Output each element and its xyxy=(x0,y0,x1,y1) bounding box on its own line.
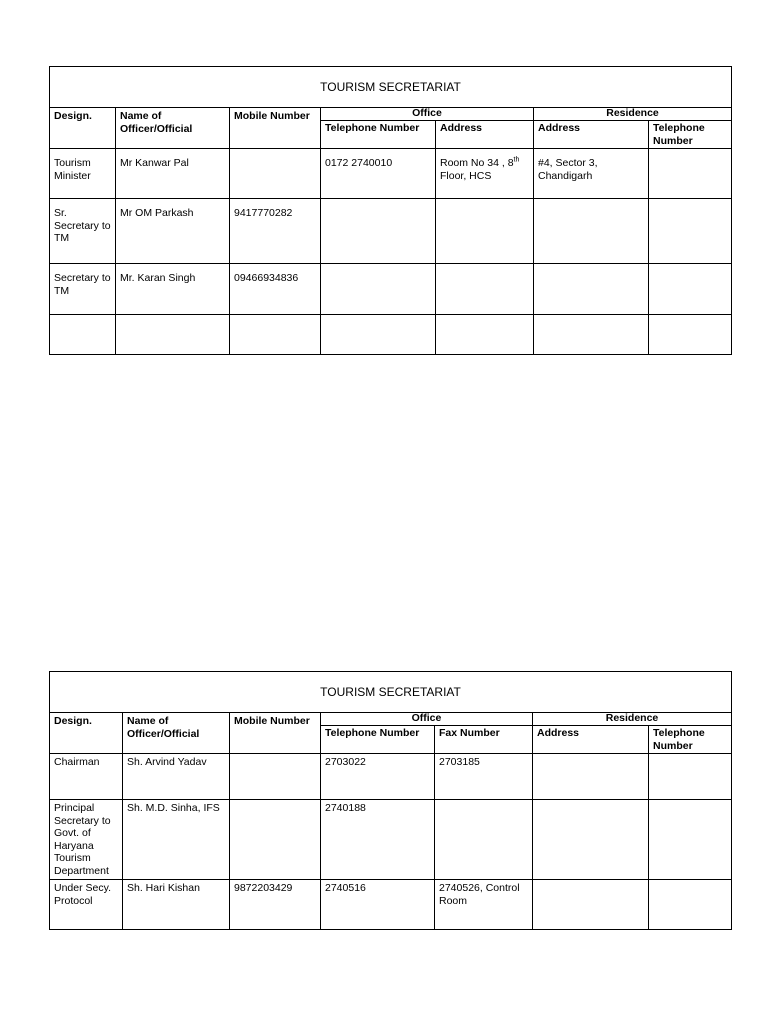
cell-residence-telephone xyxy=(649,149,732,199)
table-row xyxy=(50,149,732,199)
header-office-telephone: Telephone Number xyxy=(321,121,436,149)
cell-residence-telephone xyxy=(649,199,732,264)
header-residence: Residence xyxy=(534,108,732,121)
header-residence: Residence xyxy=(533,713,732,726)
cell-office-telephone: 2740516 xyxy=(321,880,435,930)
cell-name: Sh. M.D. Sinha, IFS xyxy=(123,800,230,880)
cell-mobile xyxy=(230,800,321,880)
header-residence-address: Address xyxy=(534,121,649,149)
table-row xyxy=(50,315,732,355)
cell-name: Mr. Karan Singh xyxy=(116,264,230,315)
table-title: TOURISM SECRETARIAT xyxy=(50,672,732,713)
cell-office-fax xyxy=(435,800,533,880)
cell-residence-telephone xyxy=(649,315,732,355)
header-office-address: Address xyxy=(436,121,534,149)
header-office: Office xyxy=(321,108,534,121)
cell-mobile: 9872203429 xyxy=(230,880,321,930)
cell-residence-telephone xyxy=(649,264,732,315)
header-office-telephone: Telephone Number xyxy=(321,726,435,754)
cell-residence-address xyxy=(534,315,649,355)
cell-mobile: 9417770282 xyxy=(230,199,321,264)
table-row xyxy=(50,800,732,880)
cell-residence-telephone xyxy=(649,880,732,930)
table-row xyxy=(50,754,732,800)
table-row xyxy=(50,199,732,264)
cell-office-telephone: 2703022 xyxy=(321,754,435,800)
header-office-fax: Fax Number xyxy=(435,726,533,754)
cell-design: Chairman xyxy=(50,754,123,800)
header-mobile: Mobile Number xyxy=(230,108,321,149)
cell-residence-address xyxy=(534,199,649,264)
cell-name: Mr Kanwar Pal xyxy=(116,149,230,199)
cell-office-telephone: 2740188 xyxy=(321,800,435,880)
cell-mobile xyxy=(230,149,321,199)
cell-office-telephone xyxy=(321,199,436,264)
cell-office-telephone xyxy=(321,264,436,315)
cell-office-address xyxy=(436,199,534,264)
cell-name: Sh. Hari Kishan xyxy=(123,880,230,930)
header-residence-address: Address xyxy=(533,726,649,754)
table-row xyxy=(50,880,732,930)
cell-residence-telephone xyxy=(649,800,732,880)
header-name: Name of Officer/Official xyxy=(116,108,230,149)
header-residence-telephone: Telephone Number xyxy=(649,121,732,149)
cell-office-address xyxy=(436,315,534,355)
cell-residence-address xyxy=(533,800,649,880)
header-office: Office xyxy=(321,713,533,726)
cell-residence-address: #4, Sector 3, Chandigarh xyxy=(534,149,649,199)
cell-mobile: 09466934836 xyxy=(230,264,321,315)
cell-design: Secretary to TM xyxy=(50,264,116,315)
header-name: Name of Officer/Official xyxy=(123,713,230,754)
cell-office-fax: 2740526, Control Room xyxy=(435,880,533,930)
cell-office-address: Room No 34 , 8th Floor, HCS xyxy=(436,149,534,199)
header-design: Design. xyxy=(50,713,123,754)
cell-name: Mr OM Parkash xyxy=(116,199,230,264)
cell-name: Sh. Arvind Yadav xyxy=(123,754,230,800)
cell-mobile xyxy=(230,315,321,355)
cell-residence-address xyxy=(534,264,649,315)
table-title: TOURISM SECRETARIAT xyxy=(50,67,732,108)
cell-design: Sr. Secretary to TM xyxy=(50,199,116,264)
tourism-secretariat-table-2 xyxy=(49,671,732,930)
cell-office-telephone: 0172 2740010 xyxy=(321,149,436,199)
cell-design: Principal Secretary to Govt. of Haryana Tourism Department xyxy=(50,800,123,880)
cell-design: Under Secy. Protocol xyxy=(50,880,123,930)
header-design: Design. xyxy=(50,108,116,149)
header-mobile: Mobile Number xyxy=(230,713,321,754)
cell-mobile xyxy=(230,754,321,800)
tourism-secretariat-table-1 xyxy=(49,66,732,355)
cell-design: Tourism Minister xyxy=(50,149,116,199)
cell-office-address xyxy=(436,264,534,315)
table-row xyxy=(50,264,732,315)
cell-name xyxy=(116,315,230,355)
header-residence-telephone: Telephone Number xyxy=(649,726,732,754)
cell-residence-address xyxy=(533,880,649,930)
cell-design xyxy=(50,315,116,355)
cell-office-telephone xyxy=(321,315,436,355)
cell-residence-address xyxy=(533,754,649,800)
cell-residence-telephone xyxy=(649,754,732,800)
cell-office-fax: 2703185 xyxy=(435,754,533,800)
